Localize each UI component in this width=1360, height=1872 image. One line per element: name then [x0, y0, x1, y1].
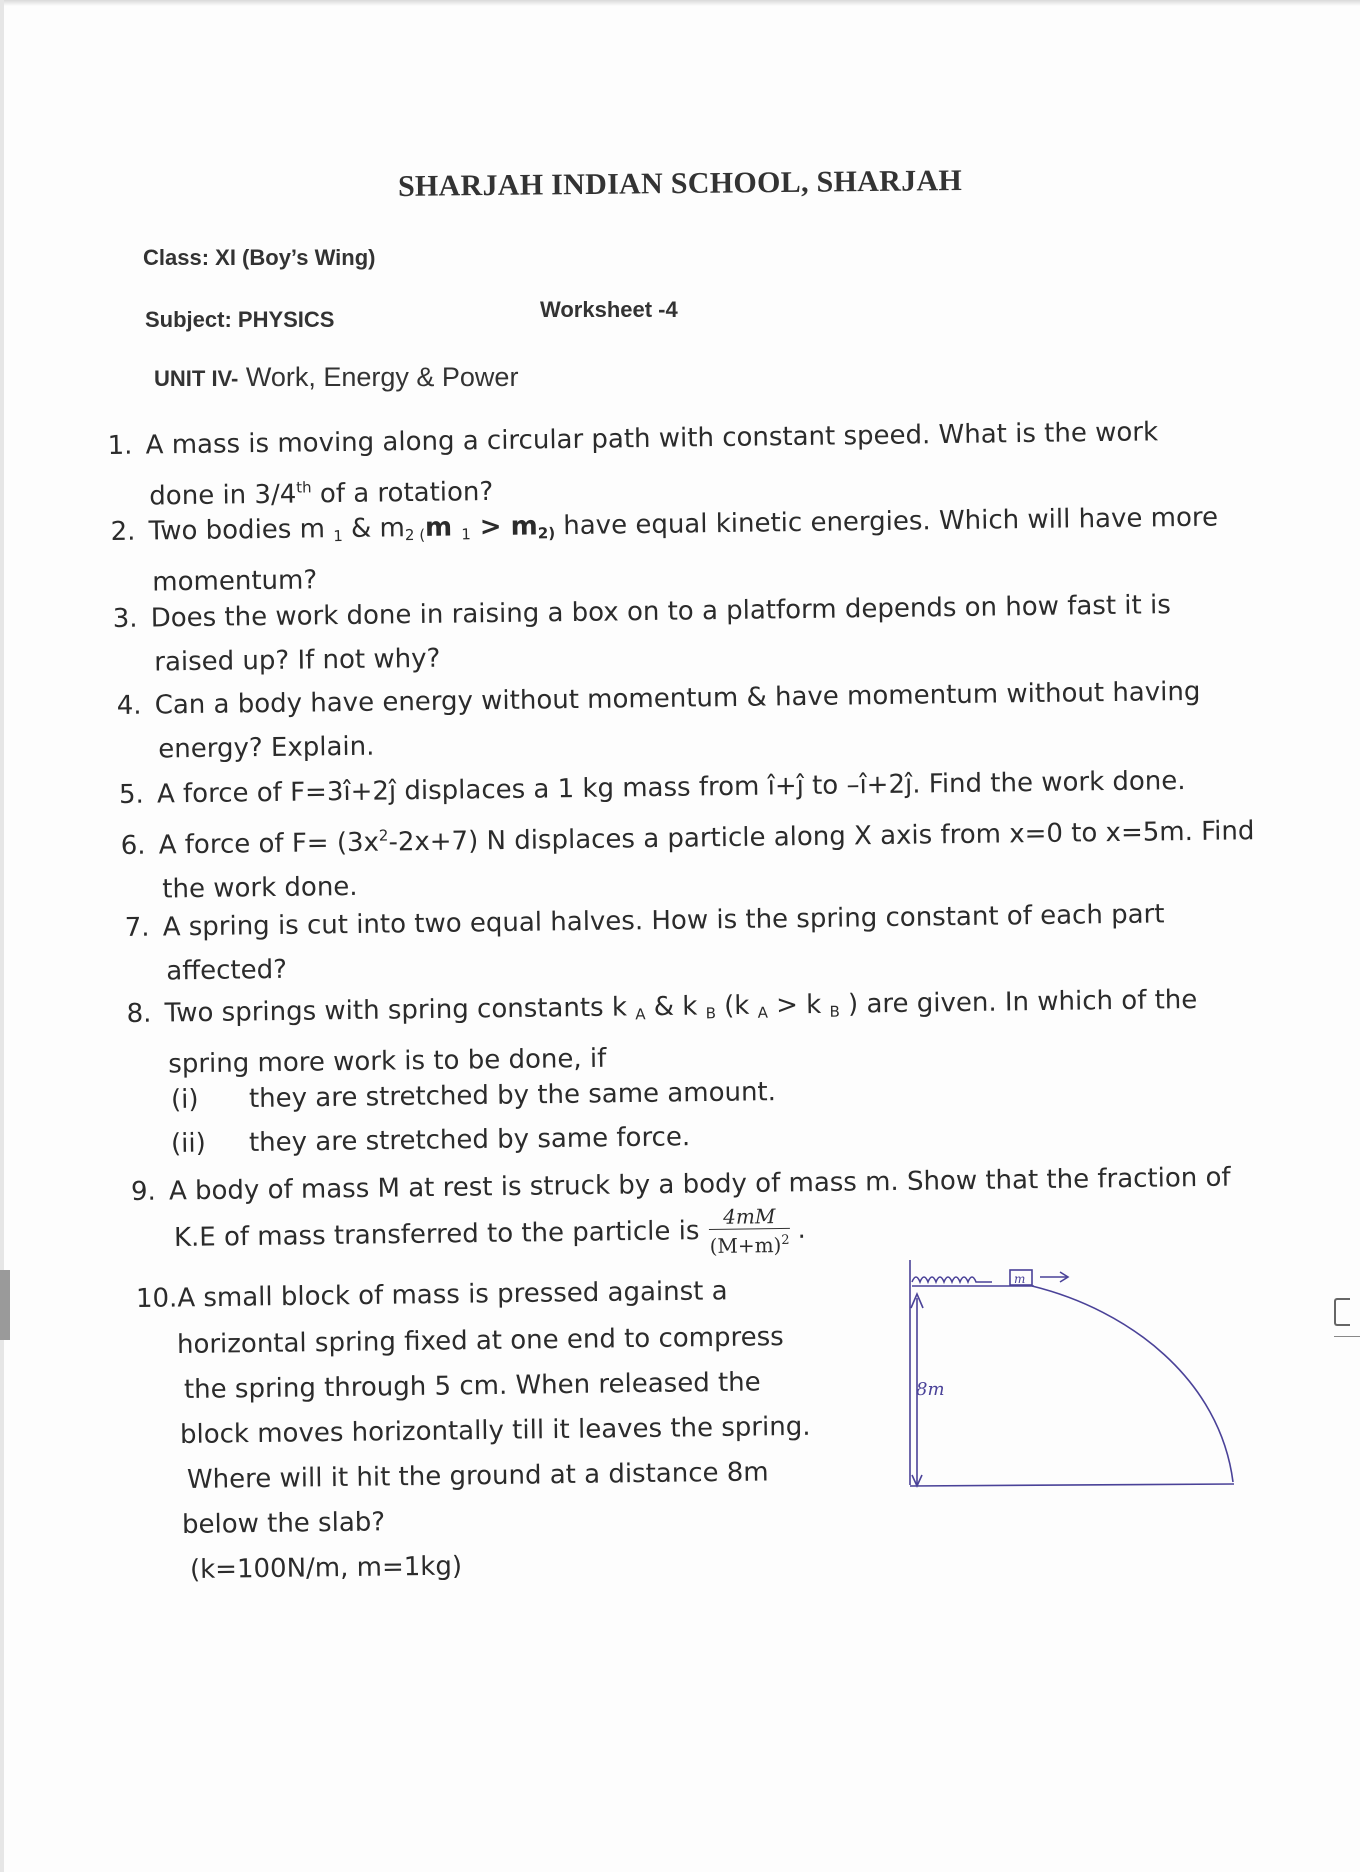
sub-text: they are stretched by the same amount.	[248, 1077, 777, 1114]
scan-artifact-tab	[1334, 1298, 1350, 1326]
question-number: 6.	[120, 830, 146, 862]
text-bold: > m	[470, 511, 538, 543]
question-number: 3.	[112, 603, 138, 635]
question-number: 1.	[107, 430, 133, 462]
question-text-cont: raised up? If not why?	[154, 643, 441, 678]
block-label: m	[1014, 1272, 1026, 1286]
question-text-cont: the work done.	[162, 871, 358, 905]
text-part: & k	[645, 991, 706, 1023]
subscript: 2	[404, 526, 415, 545]
text-part: A force of F= (3x	[158, 827, 380, 861]
question-text-cont: affected?	[166, 954, 288, 987]
question-text-cont: spring more work is to be done, if	[168, 1043, 607, 1080]
page-scan-edge-left	[0, 0, 4, 1872]
question-text: A force of F=3î+2ĵ displaces a 1 kg mass from î+ĵ to –î+2ĵ. Find the work done.	[156, 766, 1186, 810]
text-part: -2x+7) N displaces a particle along X axis from x=0 to x=5m. Find	[388, 816, 1255, 858]
text-part: & m	[342, 513, 406, 544]
subscript: A	[635, 1005, 646, 1024]
question-number: 2.	[110, 516, 136, 548]
question-number: 10.	[135, 1283, 178, 1314]
subscript: B	[829, 1002, 841, 1021]
denominator-exponent: 2	[781, 1232, 790, 1249]
question-number: 7.	[124, 912, 150, 944]
subject-line: Subject: PHYSICS	[145, 307, 335, 332]
question-text: A small block of mass is pressed against a	[177, 1276, 728, 1314]
text-part: done in 3/4	[149, 479, 297, 512]
period: .	[797, 1214, 806, 1245]
question-9-formula-line	[174, 1204, 806, 1265]
question-10-line-4: block moves horizontally till it leaves the spring.	[179, 1411, 811, 1450]
fraction-numerator: 4mM	[709, 1204, 789, 1230]
fraction	[709, 1204, 790, 1258]
trajectory-curve	[1032, 1286, 1233, 1482]
text-part: Two bodies m	[148, 514, 334, 547]
text-part: Two springs with spring constants k	[164, 992, 636, 1029]
sub-label: (i)	[170, 1084, 199, 1115]
text-part: > k	[767, 989, 830, 1021]
text-bold: m	[424, 512, 462, 543]
superscript: 2	[378, 826, 389, 845]
scan-artifact-line	[1334, 1336, 1360, 1337]
unit-prefix: UNIT IV-	[154, 366, 239, 391]
question-number: 9.	[130, 1176, 157, 1207]
question-8-part-ii	[171, 1122, 691, 1159]
question-text: A body of mass M at rest is struck by a body of mass m. Show that the fraction of	[168, 1162, 1231, 1207]
subscript: 1	[333, 526, 343, 546]
question-text: A spring is cut into two equal halves. How is the spring constant of each part	[162, 899, 1165, 943]
school-title: SHARJAH INDIAN SCHOOL, SHARJAH	[397, 164, 963, 203]
question-text-cont: K.E of mass transferred to the particle is	[173, 1216, 700, 1253]
spring-projectile-diagram	[900, 1250, 1240, 1500]
binder-mark	[0, 1270, 10, 1340]
class-line: Class: XI (Boy’s Wing)	[143, 245, 376, 270]
question-10-line-3: the spring through 5 cm. When released the	[183, 1367, 761, 1405]
text-part: (	[414, 525, 426, 545]
fraction-denominator	[709, 1229, 789, 1258]
text-part: of a rotation?	[311, 476, 494, 510]
page-scan-edge	[0, 0, 1360, 6]
height-label: 8m	[916, 1379, 945, 1400]
worksheet-label: Worksheet -4	[540, 297, 678, 322]
question-10-line-6: below the slab?	[181, 1507, 386, 1540]
subscript: B	[705, 1004, 717, 1023]
subscript: 2)	[537, 524, 556, 543]
question-text-cont: momentum?	[152, 565, 318, 598]
spring-coil	[912, 1277, 992, 1282]
question-10-line-1	[136, 1269, 728, 1322]
question-3	[112, 583, 1171, 685]
text-part: (k	[715, 990, 758, 1022]
denominator-base: (M+m)	[709, 1233, 782, 1258]
unit-title: Work, Energy & Power	[238, 362, 519, 392]
question-text: Does the work done in raising a box on to a platform depends on how fast it is	[150, 590, 1171, 634]
ground-line	[910, 1484, 1234, 1486]
question-text: Can a body have energy without momentum & have momentum without having	[154, 676, 1201, 721]
sub-label: (ii)	[170, 1128, 206, 1159]
subscript: 1	[461, 525, 471, 544]
text-part: have equal kinetic energies. Which will have more	[554, 502, 1219, 542]
question-text: A mass is moving along a circular path with constant speed. What is the work	[145, 417, 1159, 461]
sub-text: they are stretched by same force.	[248, 1122, 691, 1158]
question-number: 5.	[118, 779, 145, 810]
subscript: A	[757, 1003, 769, 1022]
question-number: 4.	[116, 690, 142, 722]
question-7	[124, 892, 1165, 994]
question-8	[126, 978, 1198, 1087]
question-4	[116, 670, 1201, 772]
question-10-line-2: horizontal spring fixed at one end to compress	[176, 1322, 784, 1360]
text-part: ) are given. In which of the	[839, 984, 1198, 1020]
superscript: th	[296, 478, 312, 497]
question-text-cont: energy? Explain.	[158, 731, 375, 765]
question-10-line-7: (k=100N/m, m=1kg)	[189, 1551, 463, 1585]
question-number: 8.	[126, 998, 152, 1030]
question-10-line-5: Where will it hit the ground at a distance 8m	[186, 1457, 769, 1495]
unit-heading	[154, 362, 518, 393]
